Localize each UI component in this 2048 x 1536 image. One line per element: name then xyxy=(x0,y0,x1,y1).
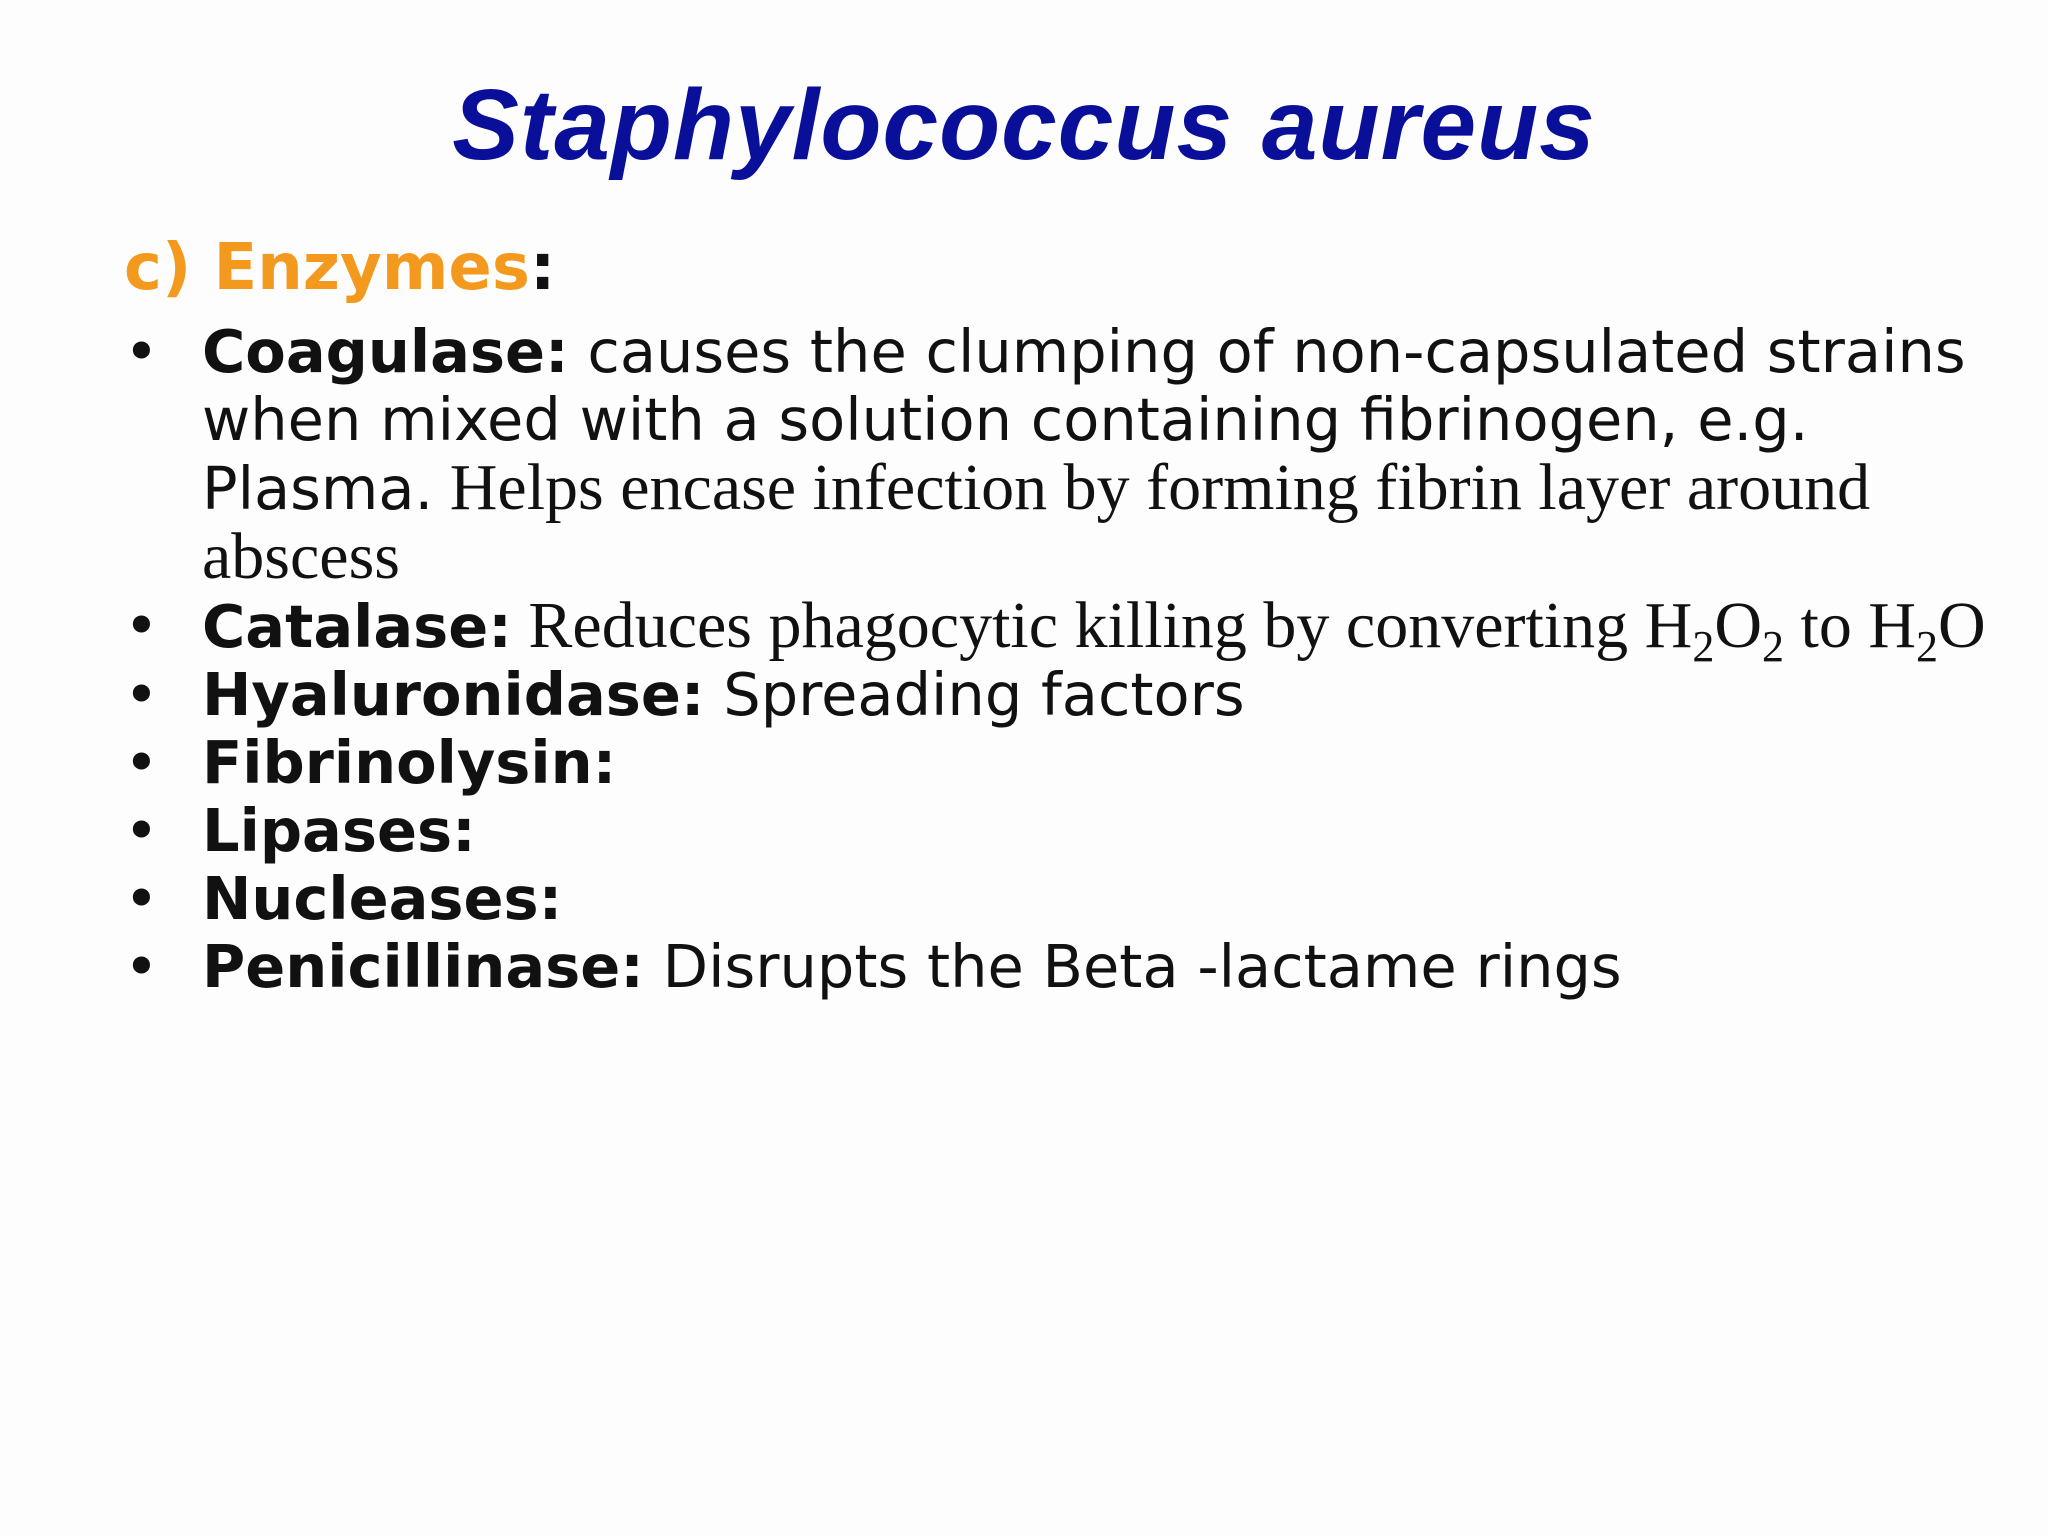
section-heading-colon: : xyxy=(529,231,556,305)
list-item-hyaluronidase xyxy=(124,661,2004,729)
list-item-nucleases xyxy=(124,865,2004,933)
bullet-icon: • xyxy=(124,796,159,865)
subscript: 2 xyxy=(1915,622,1938,671)
list-item-lipases xyxy=(124,797,2004,865)
bullet-icon: • xyxy=(124,728,159,797)
item-description-serif: Helps encase infection by forming fibrin layer around abscess xyxy=(202,451,1871,593)
slide-title: Staphylococcus aureus xyxy=(452,69,1596,181)
bullet-icon: • xyxy=(124,932,159,1001)
catalase-text: Reduces phagocytic killing by converting H xyxy=(511,589,1693,662)
bullet-icon: • xyxy=(124,660,159,729)
list-item-coagulase xyxy=(124,318,2004,592)
enzyme-list xyxy=(124,318,2004,1001)
item-term: Catalase: xyxy=(202,592,512,661)
catalase-text: to H xyxy=(1783,589,1916,662)
item-description: Spreading factors xyxy=(704,660,1245,729)
item-description: causes the clumping of non-capsulated strains when mixed with a solution containing fibrinogen, e.g. Plasma. xyxy=(202,317,1966,523)
item-term: Coagulase: xyxy=(202,317,569,386)
subscript: 2 xyxy=(1761,622,1784,671)
item-term: Penicillinase: xyxy=(202,932,644,1001)
list-item-penicillinase xyxy=(124,933,2004,1001)
section-heading-label: c) Enzymes xyxy=(124,231,530,305)
catalase-text: O xyxy=(1937,589,1986,662)
catalase-text: O xyxy=(1714,589,1762,662)
item-description: Disrupts the Beta -lactame rings xyxy=(643,932,1622,1001)
subscript: 2 xyxy=(1692,622,1715,671)
item-term: Lipases: xyxy=(202,796,476,865)
bullet-icon: • xyxy=(124,591,159,660)
bullet-icon: • xyxy=(124,317,159,386)
section-heading xyxy=(124,228,556,308)
bullet-icon: • xyxy=(124,864,159,933)
item-term: Fibrinolysin: xyxy=(202,728,617,797)
item-term: Hyaluronidase: xyxy=(202,660,705,729)
item-description xyxy=(511,589,1986,671)
list-item-fibrinolysin xyxy=(124,729,2004,797)
list-item-catalase xyxy=(124,589,2004,671)
item-term: Nucleases: xyxy=(202,864,563,933)
